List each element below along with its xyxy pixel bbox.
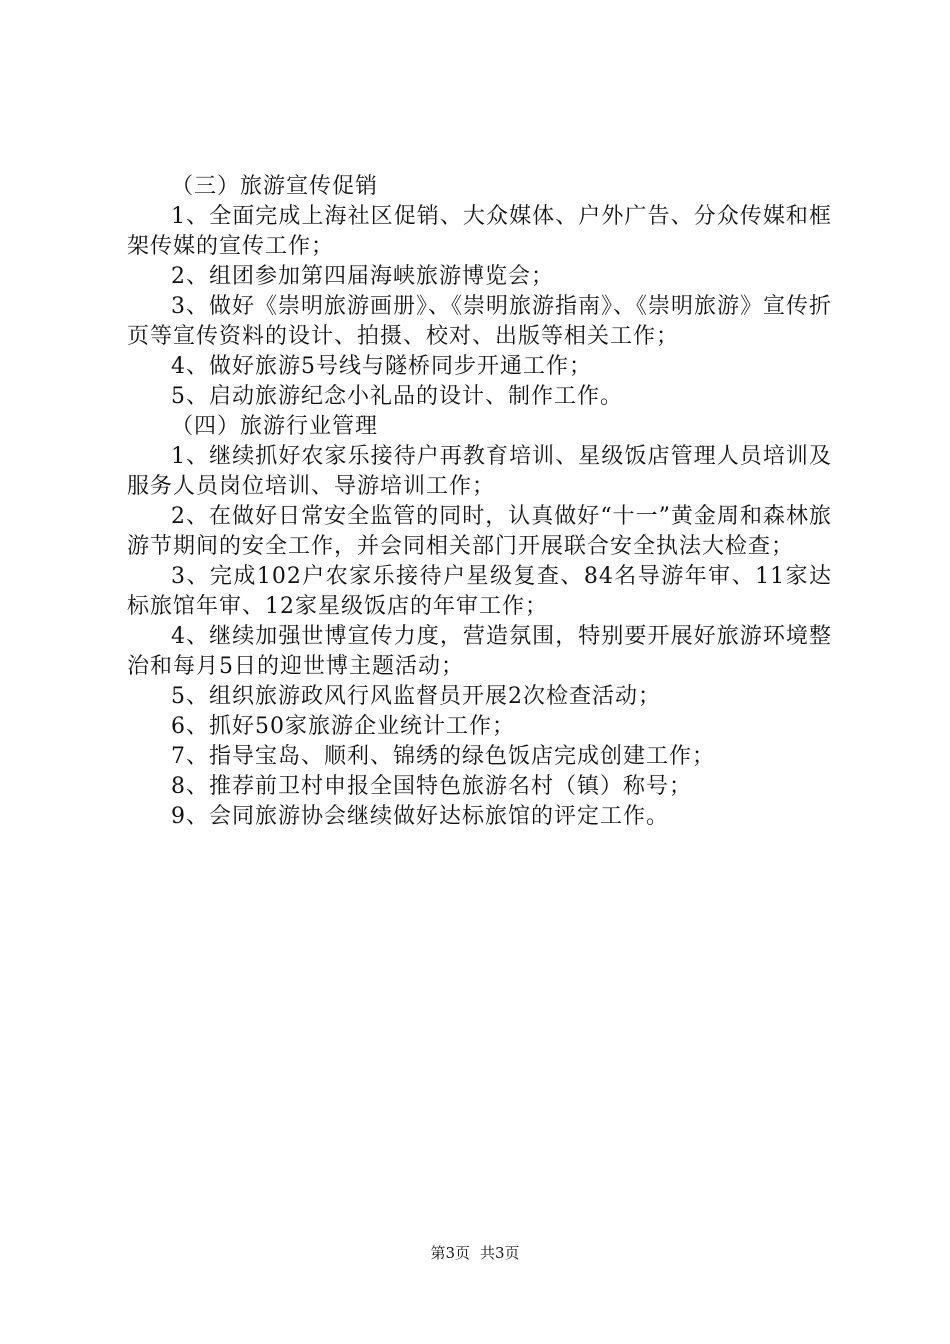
section-heading-promotion: （三）旅游宣传促销: [171, 174, 379, 199]
paragraph-item: 3、做好《崇明旅游画册》、《崇明旅游指南》、《崇明旅游》宣传折页等宣传资料的设计、拍摄、校对、出版等相关工作；: [127, 294, 832, 349]
page-footer: [0, 1243, 950, 1263]
paragraph-item: 4、做好旅游5号线与隧桥同步开通工作；: [171, 354, 592, 379]
paragraph-item: 2、组团参加第四届海峡旅游博览会；: [171, 264, 554, 289]
paragraph-item: 7、指导宝岛、顺利、锦绣的绿色饭店完成创建工作；: [171, 744, 715, 769]
paragraph-item: 9、会同旅游协会继续做好达标旅馆的评定工作。: [171, 804, 669, 829]
document-body: [127, 172, 832, 832]
paragraph-item: 1、全面完成上海社区促销、大众媒体、户外广告、分众传媒和框架传媒的宣传工作；: [127, 204, 832, 259]
page-total: 共3页: [480, 1244, 520, 1262]
paragraph-item: 4、继续加强世博宣传力度，营造氛围，特别要开展好旅游环境整治和每月5日的迎世博主题活动；: [127, 624, 832, 679]
paragraph-item: 3、完成102户农家乐接待户星级复查、84名导游年审、11家达标旅馆年审、12家星级饭店的年审工作；: [127, 564, 832, 619]
paragraph-item: 6、抓好50家旅游企业统计工作；: [171, 714, 515, 739]
page-number: 第3页: [430, 1244, 470, 1262]
paragraph-item: 5、启动旅游纪念小礼品的设计、制作工作。: [171, 384, 623, 409]
paragraph-item: 2、在做好日常安全监管的同时，认真做好“十一”黄金周和森林旅游节期间的安全工作，并会同相关部门开展联合安全执法大检查；: [127, 504, 832, 559]
section-heading-management: （四）旅游行业管理: [171, 414, 379, 439]
paragraph-item: 8、推荐前卫村申报全国特色旅游名村（镇）称号；: [171, 774, 692, 799]
paragraph-item: 1、继续抓好农家乐接待户再教育培训、星级饭店管理人员培训及服务人员岗位培训、导游培训工作；: [127, 444, 832, 499]
paragraph-item: 5、组织旅游政风行风监督员开展2次检查活动；: [171, 684, 661, 709]
